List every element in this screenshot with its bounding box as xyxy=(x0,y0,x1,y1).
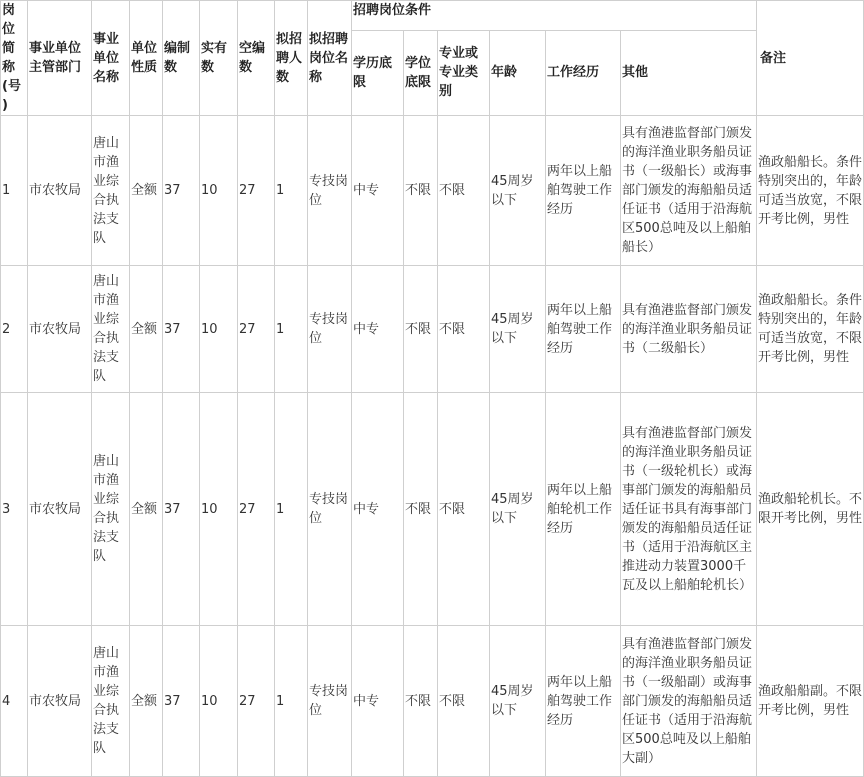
cell-education: 中专 xyxy=(352,116,404,266)
cell-establishment: 37 xyxy=(163,626,200,777)
cell-post-name: 专技岗位 xyxy=(308,626,352,777)
cell-degree: 不限 xyxy=(404,266,438,393)
header-post-name: 拟招聘岗位名称 xyxy=(308,1,352,116)
header-conditions-group: 招聘岗位条件 xyxy=(352,1,757,31)
cell-major: 不限 xyxy=(438,393,490,626)
cell-post-code: 2 xyxy=(1,266,28,393)
header-notes: 备注 xyxy=(757,1,864,116)
table-header xyxy=(1,1,864,116)
cell-notes: 渔政船船副。不限开考比例，男性 xyxy=(757,626,864,777)
cell-age: 45周岁以下 xyxy=(490,393,546,626)
cell-department: 市农牧局 xyxy=(28,116,92,266)
cell-other: 具有渔港监督部门颁发的海洋渔业职务船员证书（二级船长） xyxy=(621,266,757,393)
table-body xyxy=(1,116,864,777)
cell-nature: 全额 xyxy=(130,266,163,393)
cell-actual: 10 xyxy=(200,626,238,777)
cell-vacant: 27 xyxy=(238,393,275,626)
cell-major: 不限 xyxy=(438,266,490,393)
cell-experience: 两年以上船舶驾驶工作经历 xyxy=(546,626,621,777)
header-major: 专业或专业类别 xyxy=(438,30,490,115)
header-unit: 事业单位名称 xyxy=(92,1,130,116)
cell-degree: 不限 xyxy=(404,626,438,777)
header-vacant: 空编数 xyxy=(238,1,275,116)
cell-establishment: 37 xyxy=(163,266,200,393)
header-nature: 单位性质 xyxy=(130,1,163,116)
header-education: 学历底限 xyxy=(352,30,404,115)
header-hire-count: 拟招聘人数 xyxy=(275,1,308,116)
header-age: 年龄 xyxy=(490,30,546,115)
cell-notes: 渔政船船长。条件特别突出的，年龄可适当放宽，不限开考比例，男性 xyxy=(757,116,864,266)
header-degree: 学位底限 xyxy=(404,30,438,115)
header-establishment: 编制数 xyxy=(163,1,200,116)
cell-unit: 唐山市渔业综合执法支队 xyxy=(92,393,130,626)
cell-degree: 不限 xyxy=(404,393,438,626)
cell-experience: 两年以上船舶驾驶工作经历 xyxy=(546,266,621,393)
cell-post-name: 专技岗位 xyxy=(308,393,352,626)
cell-nature: 全额 xyxy=(130,116,163,266)
cell-other: 具有渔港监督部门颁发的海洋渔业职务船员证书（一级船长）或海事部门颁发的海船船员适任证书（适用于沿海航区500总吨及以上船舶船长） xyxy=(621,116,757,266)
cell-establishment: 37 xyxy=(163,393,200,626)
cell-age: 45周岁以下 xyxy=(490,116,546,266)
cell-degree: 不限 xyxy=(404,116,438,266)
cell-department: 市农牧局 xyxy=(28,626,92,777)
cell-experience: 两年以上船舶轮机工作经历 xyxy=(546,393,621,626)
cell-actual: 10 xyxy=(200,266,238,393)
cell-vacant: 27 xyxy=(238,626,275,777)
header-actual: 实有数 xyxy=(200,1,238,116)
cell-actual: 10 xyxy=(200,116,238,266)
cell-notes: 渔政船轮机长。不限开考比例，男性 xyxy=(757,393,864,626)
cell-experience: 两年以上船舶驾驶工作经历 xyxy=(546,116,621,266)
cell-vacant: 27 xyxy=(238,116,275,266)
cell-unit: 唐山市渔业综合执法支队 xyxy=(92,626,130,777)
cell-department: 市农牧局 xyxy=(28,266,92,393)
cell-other: 具有渔港监督部门颁发的海洋渔业职务船员证书（一级轮机长）或海事部门颁发的海船船员适任证书具有海事部门颁发的海船船员适任证书（适用于沿海航区主推进动力装置3000千瓦及以上船舶轮机长） xyxy=(621,393,757,626)
cell-unit: 唐山市渔业综合执法支队 xyxy=(92,116,130,266)
cell-age: 45周岁以下 xyxy=(490,626,546,777)
cell-nature: 全额 xyxy=(130,393,163,626)
cell-education: 中专 xyxy=(352,393,404,626)
cell-age: 45周岁以下 xyxy=(490,266,546,393)
cell-other: 具有渔港监督部门颁发的海洋渔业职务船员证书（一级船副）或海事部门颁发的海船船员适任证书（适用于沿海航区500总吨及以上船舶大副） xyxy=(621,626,757,777)
cell-post-name: 专技岗位 xyxy=(308,266,352,393)
table-row xyxy=(1,116,864,266)
cell-post-code: 3 xyxy=(1,393,28,626)
cell-vacant: 27 xyxy=(238,266,275,393)
header-other: 其他 xyxy=(621,30,757,115)
table-row xyxy=(1,266,864,393)
cell-hire-count: 1 xyxy=(275,116,308,266)
header-post-code: 岗位简称(号) xyxy=(1,1,28,116)
table-row xyxy=(1,393,864,626)
cell-major: 不限 xyxy=(438,116,490,266)
cell-hire-count: 1 xyxy=(275,266,308,393)
cell-post-code: 4 xyxy=(1,626,28,777)
cell-unit: 唐山市渔业综合执法支队 xyxy=(92,266,130,393)
cell-department: 市农牧局 xyxy=(28,393,92,626)
cell-nature: 全额 xyxy=(130,626,163,777)
cell-education: 中专 xyxy=(352,626,404,777)
cell-hire-count: 1 xyxy=(275,393,308,626)
cell-notes: 渔政船船长。条件特别突出的，年龄可适当放宽，不限开考比例，男性 xyxy=(757,266,864,393)
cell-post-name: 专技岗位 xyxy=(308,116,352,266)
cell-education: 中专 xyxy=(352,266,404,393)
cell-establishment: 37 xyxy=(163,116,200,266)
header-experience: 工作经历 xyxy=(546,30,621,115)
cell-hire-count: 1 xyxy=(275,626,308,777)
cell-actual: 10 xyxy=(200,393,238,626)
cell-post-code: 1 xyxy=(1,116,28,266)
table-row xyxy=(1,626,864,777)
header-department: 事业单位 主管部门 xyxy=(28,1,92,116)
cell-major: 不限 xyxy=(438,626,490,777)
